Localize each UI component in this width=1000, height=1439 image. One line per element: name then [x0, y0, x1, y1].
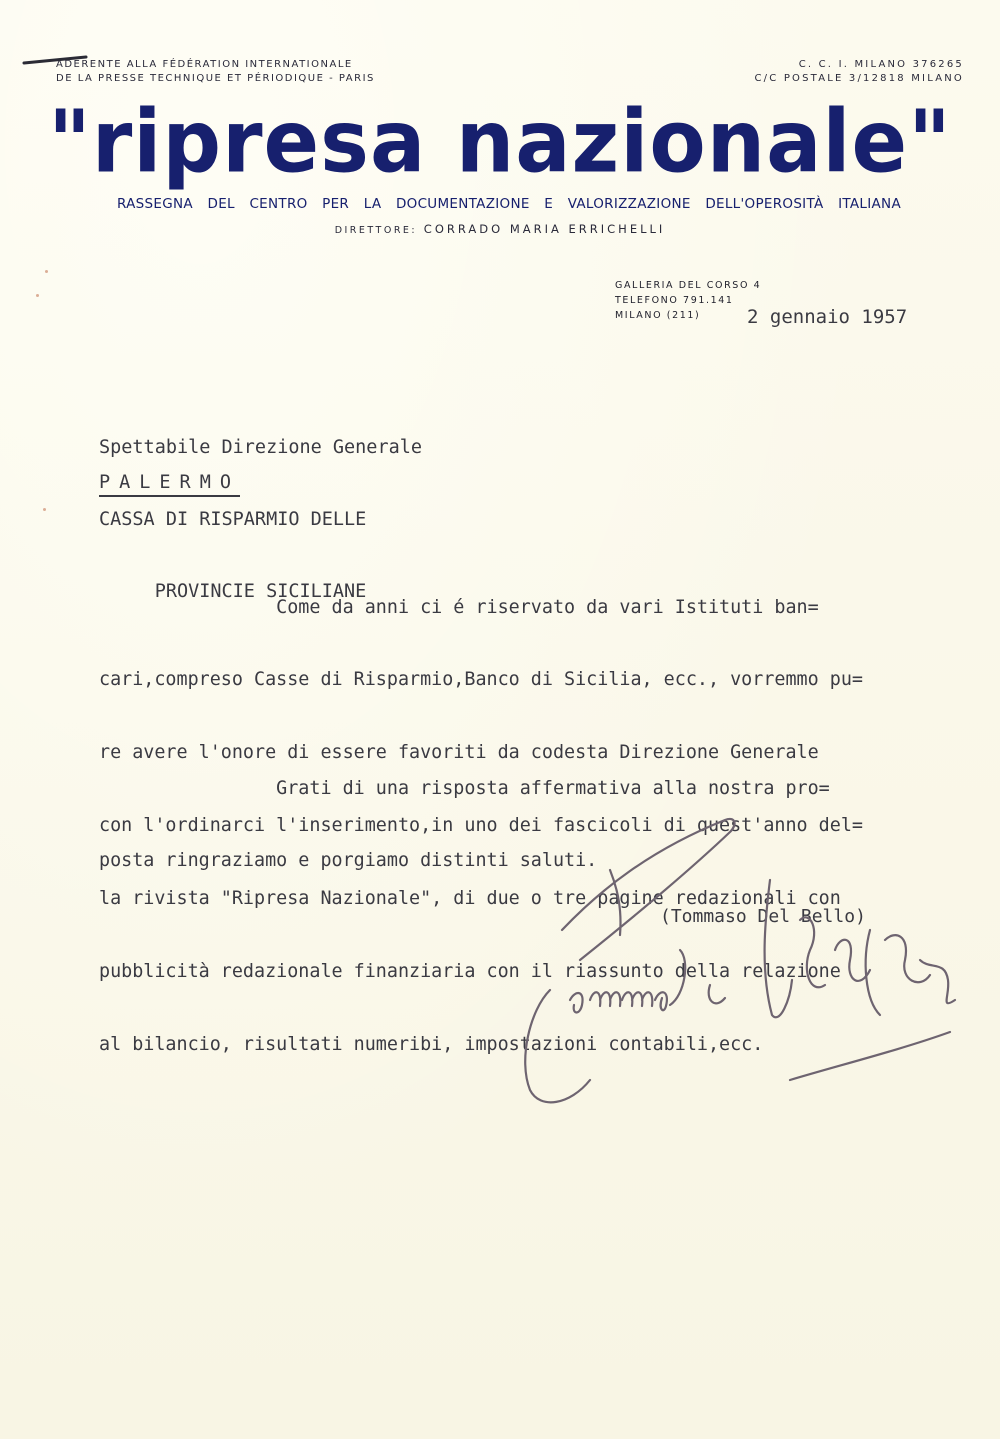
federation-membership: [56, 58, 375, 86]
body-line: Grati di una risposta affermativa alla nostra pro=: [99, 777, 830, 799]
recipient-line-3: PROVINCIE SICILIANE: [99, 581, 367, 602]
account-info: [755, 58, 965, 86]
address-phone: TELEFONO 791.141: [615, 295, 734, 306]
body-line: pubblicità redazionale finanziaria con il riassunto della relazione: [99, 961, 841, 983]
body-line: posta ringraziamo e porgiamo distinti saluti.: [99, 850, 598, 872]
letter-date: 2 gennaio 1957: [747, 306, 908, 328]
body-line: re avere l'onore di essere favoriti da codesta Direzione Generale: [99, 742, 819, 764]
body-line: la rivista "Ripresa Nazionale", di due o tre pagine redazionali con: [99, 888, 841, 910]
director-label: DIRETTORE:: [334, 225, 418, 236]
federation-line-2: DE LA PRESSE TECHNIQUE ET PÉRIODIQUE - PARIS: [56, 73, 375, 84]
cci-line: C. C. I. MILANO 376265: [798, 59, 964, 70]
body-line: al bilancio, risultati numeribi, impostazioni contabili,ecc.: [99, 1033, 764, 1055]
recipient-line-1: Spettabile Direzione Generale: [99, 437, 423, 458]
sender-address: [615, 278, 761, 323]
paper-speck: [36, 294, 39, 297]
masthead-title: "ripresa nazionale": [48, 92, 952, 193]
postal-account-line: C/C POSTALE 3/12818 MILANO: [754, 73, 964, 84]
masthead-subtitle: RASSEGNA DEL CENTRO PER LA DOCUMENTAZIONE E VALORIZZAZIONE DELL'OPEROSITÀ ITALIANA: [117, 196, 901, 212]
body-line: cari,compreso Casse di Risparmio,Banco di Sicilia, ecc., vorremmo pu=: [99, 669, 863, 691]
recipient-city: PALERMO: [99, 472, 240, 497]
recipient-line-2: CASSA DI RISPARMIO DELLE: [99, 509, 367, 530]
body-line: Come da anni ci é riservato da vari Istituti ban=: [99, 596, 819, 618]
director-name: CORRADO MARIA ERRICHELLI: [423, 222, 666, 236]
address-city: MILANO (211): [615, 310, 701, 321]
paper-speck: [43, 508, 46, 511]
federation-line-1: ADERENTE ALLA FÉDÉRATION INTERNATIONALE: [56, 59, 353, 70]
signer-name: (Tommaso Del Bello): [660, 906, 866, 927]
address-street: GALLERIA DEL CORSO 4: [615, 280, 762, 291]
body-line: con l'ordinarci l'inserimento,in uno dei fascicoli di quest'anno del=: [99, 815, 863, 837]
director-line: [0, 222, 1000, 236]
paper-speck: [45, 270, 48, 273]
handwritten-signature: [510, 810, 970, 1120]
